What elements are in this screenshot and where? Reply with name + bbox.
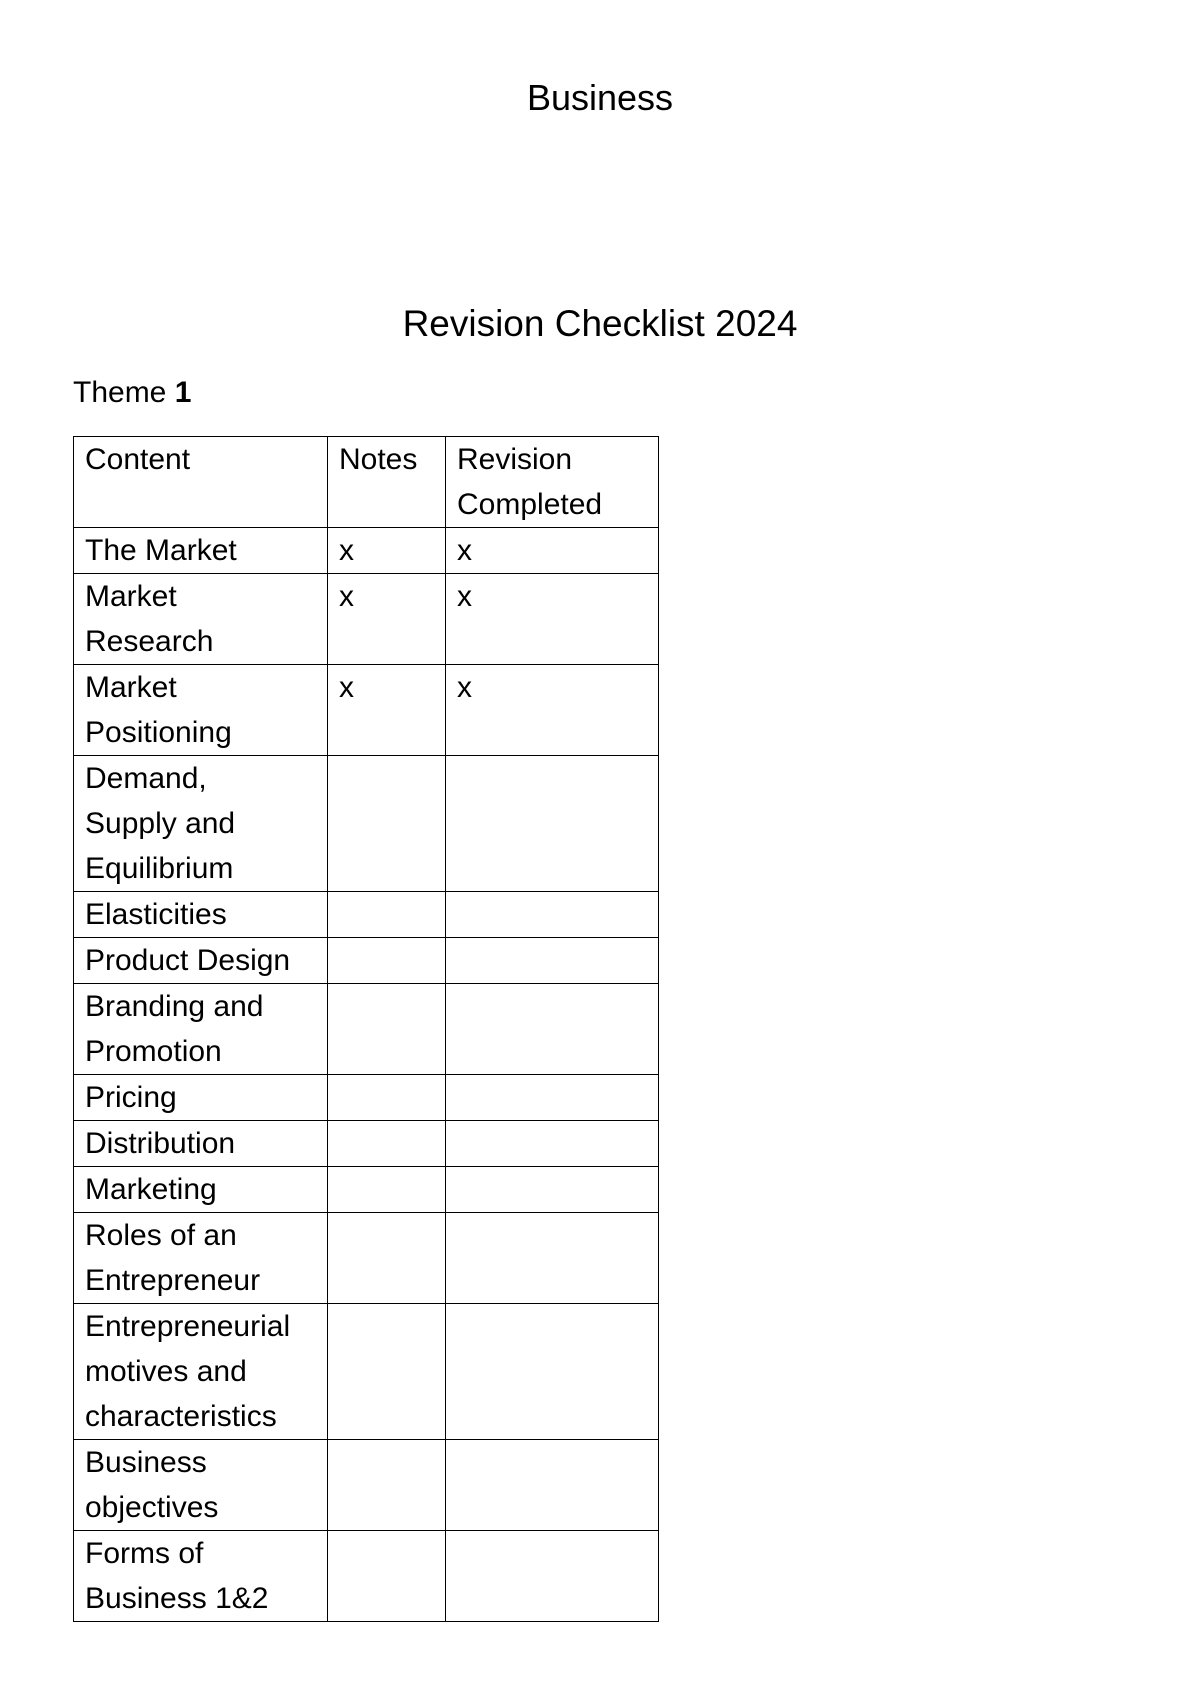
table-row [74, 984, 659, 1075]
revision-completed-cell [446, 1121, 659, 1167]
table-row [74, 892, 659, 938]
checklist-title: Revision Checklist 2024 [402, 303, 798, 344]
notes-cell [328, 1440, 446, 1531]
table-row [74, 1075, 659, 1121]
table-row [74, 1531, 659, 1622]
notes-cell: x [328, 574, 446, 665]
notes-cell [328, 1213, 446, 1304]
table-row [74, 1167, 659, 1213]
notes-cell [328, 938, 446, 984]
table-row [74, 756, 659, 892]
revision-checklist-table [73, 436, 659, 1622]
header-revision-completed: Revision Completed [446, 437, 659, 528]
table-row [74, 1304, 659, 1440]
notes-cell: x [328, 528, 446, 574]
table-row [74, 665, 659, 756]
revision-completed-cell [446, 1531, 659, 1622]
topic-cell: Product Design [74, 938, 328, 984]
topic-cell: Pricing [74, 1075, 328, 1121]
notes-cell [328, 756, 446, 892]
notes-cell [328, 984, 446, 1075]
revision-completed-cell [446, 1440, 659, 1531]
topic-cell: Roles of an Entrepreneur [74, 1213, 328, 1304]
notes-cell: x [328, 665, 446, 756]
revision-completed-cell [446, 1167, 659, 1213]
topic-cell: Branding and Promotion [74, 984, 328, 1075]
revision-completed-cell [446, 892, 659, 938]
topic-cell: The Market [74, 528, 328, 574]
topic-cell: Elasticities [74, 892, 328, 938]
notes-cell [328, 892, 446, 938]
revision-completed-cell [446, 756, 659, 892]
document-subject-heading: Business [526, 77, 674, 118]
revision-completed-cell: x [446, 665, 659, 756]
revision-completed-cell [446, 1304, 659, 1440]
revision-completed-cell [446, 938, 659, 984]
table-body [74, 528, 659, 1622]
table-row [74, 938, 659, 984]
header-content: Content [74, 437, 328, 528]
theme-label [73, 373, 191, 413]
table-row [74, 528, 659, 574]
table-row [74, 1440, 659, 1531]
revision-completed-cell [446, 1213, 659, 1304]
topic-cell: Market Positioning [74, 665, 328, 756]
header-notes: Notes [328, 437, 446, 528]
table-header [74, 437, 659, 528]
topic-cell: Market Research [74, 574, 328, 665]
table-row [74, 1213, 659, 1304]
revision-completed-cell: x [446, 574, 659, 665]
revision-completed-cell: x [446, 528, 659, 574]
topic-cell: Demand, Supply and Equilibrium [74, 756, 328, 892]
theme-label-text: Theme [73, 376, 167, 409]
table-header-row [74, 437, 659, 528]
notes-cell [328, 1304, 446, 1440]
notes-cell [328, 1075, 446, 1121]
table-row [74, 1121, 659, 1167]
topic-cell: Business objectives [74, 1440, 328, 1531]
topic-cell: Forms of Business 1&2 [74, 1531, 328, 1622]
revision-completed-cell [446, 1075, 659, 1121]
notes-cell [328, 1531, 446, 1622]
notes-cell [328, 1167, 446, 1213]
topic-cell: Entrepreneurial motives and characteristics [74, 1304, 328, 1440]
notes-cell [328, 1121, 446, 1167]
revision-completed-cell [446, 984, 659, 1075]
table-row [74, 574, 659, 665]
topic-cell: Distribution [74, 1121, 328, 1167]
topic-cell: Marketing [74, 1167, 328, 1213]
theme-number: 1 [174, 376, 192, 409]
